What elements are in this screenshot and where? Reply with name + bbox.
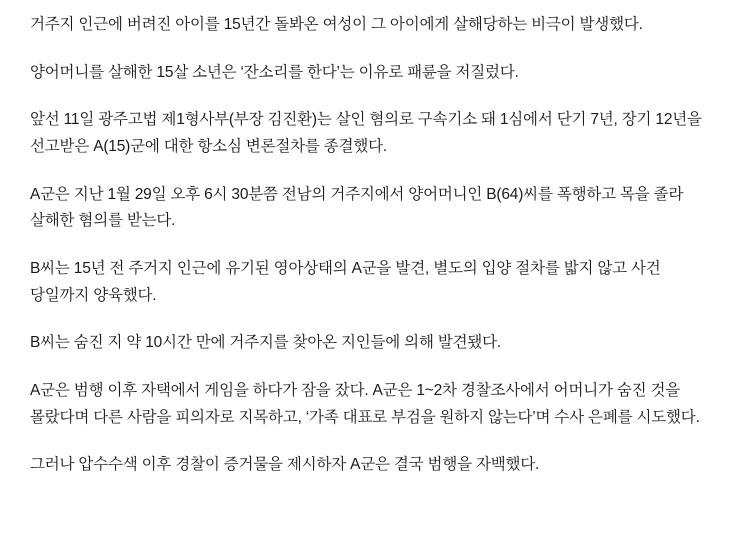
- article-paragraph: B씨는 숨진 지 약 10시간 만에 거주지를 찾아온 지인들에 의해 발견됐다.: [30, 334, 502, 352]
- article-paragraph: 거주지 인근에 버려진 아이를 15년간 돌봐온 여성이 그 아이에게 살해당하는 비극이 발생했다.: [30, 16, 643, 33]
- article-paragraph: 그러나 압수수색 이후 경찰이 증거물을 제시하자 A군은 결국 범행을 자백했다.: [30, 456, 540, 474]
- article-paragraph: 양어머니를 살해한 15살 소년은 ‘잔소리를 한다’는 이유로 패륜을 저질렀다.: [30, 63, 519, 81]
- article-paragraph: B씨는 15년 전 주거지 인근에 유기된 영아상태의 A군을 발견, 별도의 입양 절차를 밟지 않고 사건 당일까지 양육했다.: [30, 259, 661, 304]
- article-paragraph: A군은 지난 1월 29일 오후 6시 30분쯤 전남의 거주지에서 양어머니인 B(64)씨를 폭행하고 목을 졸라 살해한 혐의를 받는다.: [30, 185, 684, 230]
- article-paragraph: A군은 범행 이후 자택에서 게임을 하다가 잠을 잤다. A군은 1~2차 경찰조사에서 어머니가 숨진 것을 몰랐다며 다른 사람을 피의자로 지목하고, ‘가족 대표로 부검을 원하지 않는다’며 수사 은폐를 시도했다.: [30, 381, 700, 426]
- article-paragraph: 앞선 11일 광주고법 제1형사부(부장 김진환)는 살인 혐의로 구속기소 돼 1심에서 단기 7년, 장기 12년을 선고받은 A(15)군에 대한 항소심 변론절차를 종결했다.: [30, 111, 702, 155]
